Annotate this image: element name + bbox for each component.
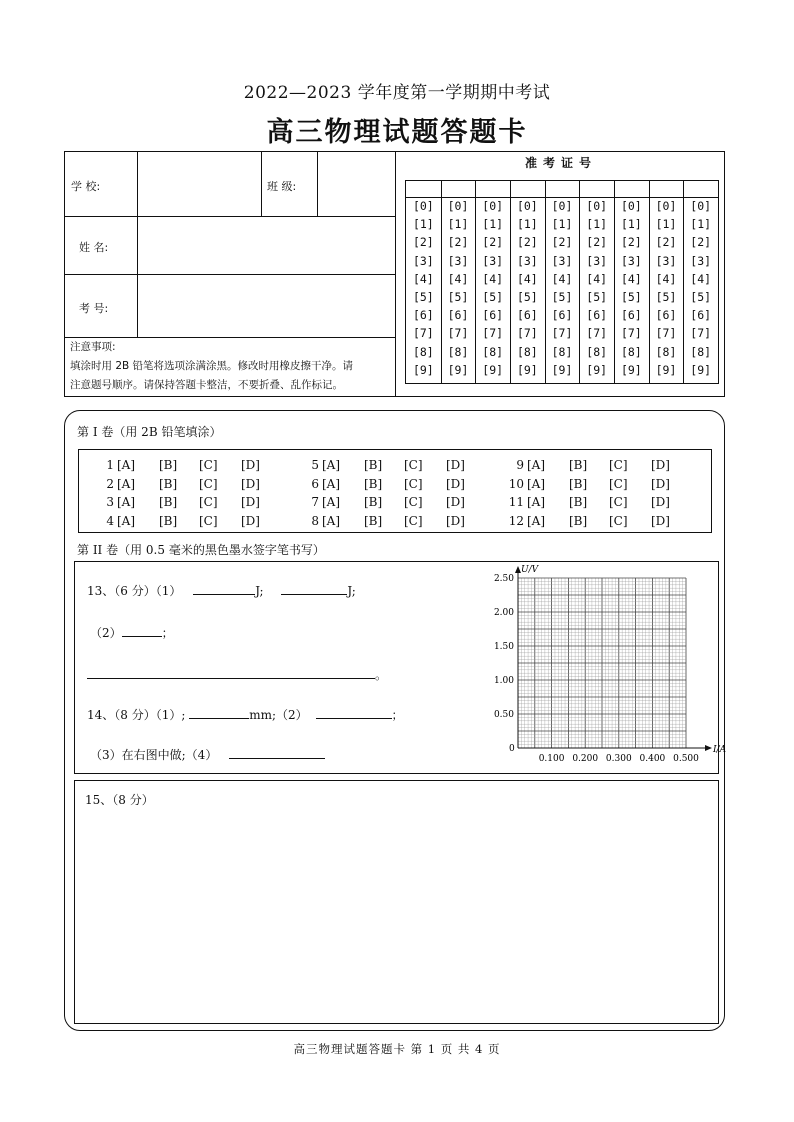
x-tick-label: 0.300 xyxy=(605,754,632,764)
admission-digit-bubble[interactable]: [3] xyxy=(551,253,573,268)
admission-digit-bubble[interactable]: [4] xyxy=(482,271,504,286)
admission-digit-bubble[interactable]: [7] xyxy=(655,326,677,341)
mc-row xyxy=(79,458,711,476)
admission-column xyxy=(510,181,545,383)
admission-digit-bubble[interactable]: [8] xyxy=(412,344,434,359)
admission-digit-bubble[interactable]: [2] xyxy=(551,235,573,250)
admission-digit-bubble[interactable]: [2] xyxy=(516,235,538,250)
mc-option-bubble[interactable]: [A] xyxy=(117,458,136,472)
mc-option-bubble[interactable]: [D] xyxy=(446,513,465,528)
mc-question-number: 1 xyxy=(106,458,114,472)
q14-blank-3[interactable] xyxy=(229,746,325,759)
admission-digit-bubble[interactable]: [8] xyxy=(586,344,608,359)
mc-option-bubble[interactable]: [D] xyxy=(446,458,465,472)
name-field[interactable] xyxy=(139,218,393,272)
admission-digit-bubble[interactable]: [6] xyxy=(655,308,677,323)
admission-digit-bubble[interactable]: [6] xyxy=(482,308,504,323)
admission-digit-bubble[interactable]: [4] xyxy=(551,271,573,286)
mc-question-number: 9 xyxy=(516,458,524,472)
admission-digit-bubble[interactable]: [2] xyxy=(620,235,642,250)
card-title: 高三物理试题答题卡 xyxy=(266,117,528,148)
q14-part34-label: （3）在右图中做;（4） xyxy=(90,748,218,762)
admission-digit-bubble[interactable]: [8] xyxy=(551,344,573,359)
mc-option-bubble[interactable]: [B] xyxy=(569,495,588,509)
admission-digit-bubble[interactable]: [0] xyxy=(655,199,677,213)
admission-digit-bubble[interactable]: [8] xyxy=(655,344,677,359)
multiple-choice-box xyxy=(78,449,712,533)
admission-digit-bubble[interactable]: [2] xyxy=(586,235,608,250)
mc-option-bubble[interactable]: [C] xyxy=(404,495,423,509)
q13-period: 。 xyxy=(375,668,388,682)
mc-question-number: 11 xyxy=(508,495,524,509)
mc-option-bubble[interactable]: [D] xyxy=(241,495,260,509)
admission-digit-bubble[interactable]: [5] xyxy=(482,290,504,304)
exam-no-label: 考 号: xyxy=(79,302,109,315)
admission-digit-bubble[interactable]: [7] xyxy=(412,326,434,341)
x-tick-label: 0.400 xyxy=(639,754,666,764)
admission-digit-bubble[interactable]: [8] xyxy=(620,344,642,359)
mc-option-bubble[interactable]: [B] xyxy=(159,458,178,472)
y-axis-label: U/V xyxy=(521,565,539,575)
mc-option-bubble[interactable]: [C] xyxy=(404,513,423,528)
mc-question-number: 7 xyxy=(311,495,319,509)
x-axis-label: I/A xyxy=(713,745,727,755)
admission-digit-bubble[interactable]: [6] xyxy=(586,308,608,323)
admission-digit-bubble[interactable]: [3] xyxy=(516,253,538,268)
mc-option-bubble[interactable]: [D] xyxy=(446,495,465,509)
admission-digit-bubble[interactable]: [0] xyxy=(551,199,573,213)
admission-digit-bubble[interactable]: [3] xyxy=(655,253,677,268)
admission-digit-bubble[interactable]: [9] xyxy=(551,362,573,377)
admission-digit-bubble[interactable]: [2] xyxy=(482,235,504,250)
mc-option-bubble[interactable]: [D] xyxy=(241,458,260,472)
mc-question-number: 3 xyxy=(106,495,114,509)
mc-option-bubble[interactable]: [A] xyxy=(322,476,341,491)
q15-box[interactable] xyxy=(74,780,719,1024)
q14-unit-mm: mm;（2） xyxy=(249,708,308,722)
x-tick-label: 0.200 xyxy=(572,754,599,764)
mc-option-bubble[interactable]: [C] xyxy=(609,513,628,528)
mc-option-bubble[interactable]: [B] xyxy=(159,495,178,509)
admission-digit-bubble[interactable]: [9] xyxy=(482,362,504,377)
admission-digit-bubble[interactable]: [0] xyxy=(690,199,712,213)
admission-digit-bubble[interactable]: [1] xyxy=(447,217,469,232)
mc-option-bubble[interactable]: [D] xyxy=(651,513,670,528)
admission-digit-bubble[interactable]: [9] xyxy=(655,362,677,377)
exam-title: 2022—2023 学年度第一学期期中考试 xyxy=(243,83,551,103)
admission-digit-bubble[interactable]: [4] xyxy=(412,271,434,286)
admission-digit-bubble[interactable]: [6] xyxy=(412,308,434,323)
mc-question-number: 8 xyxy=(311,513,319,528)
mc-question-number: 4 xyxy=(106,513,114,528)
admission-digit-bubble[interactable]: [6] xyxy=(551,308,573,323)
mc-option-bubble[interactable]: [B] xyxy=(364,495,383,509)
admission-digit-bubble[interactable]: [8] xyxy=(690,344,712,359)
x-axis-arrow-icon xyxy=(705,745,712,751)
admission-digit-bubble[interactable]: [4] xyxy=(516,271,538,286)
admission-digit-bubble[interactable]: [8] xyxy=(516,344,538,359)
admission-digit-bubble[interactable]: [9] xyxy=(516,362,538,377)
mc-question-number: 5 xyxy=(311,458,319,472)
admission-digit-bubble[interactable]: [5] xyxy=(690,290,712,304)
mc-row xyxy=(79,477,711,495)
mc-option-bubble[interactable]: [A] xyxy=(322,513,341,528)
name-label: 姓 名: xyxy=(79,241,109,254)
admission-digit-bubble[interactable]: [0] xyxy=(516,199,538,213)
admission-digit-bubble[interactable]: [7] xyxy=(586,326,608,341)
admission-digit-bubble[interactable]: [2] xyxy=(690,235,712,250)
mc-option-bubble[interactable]: [A] xyxy=(527,458,546,472)
admission-column xyxy=(649,181,684,383)
admission-digit-bubble[interactable]: [5] xyxy=(586,290,608,304)
admission-digit-bubble[interactable]: [9] xyxy=(620,362,642,377)
mc-option-bubble[interactable]: [B] xyxy=(569,476,588,491)
admission-digit-bubble[interactable]: [1] xyxy=(412,217,434,232)
mc-option-bubble[interactable]: [C] xyxy=(404,476,423,491)
q14-semicolon: ； xyxy=(391,708,404,722)
admission-digit-bubble[interactable]: [5] xyxy=(447,290,469,304)
mc-option-bubble[interactable]: [C] xyxy=(199,476,218,491)
q13-blank-1[interactable] xyxy=(193,582,255,595)
admission-digit-bubble[interactable]: [7] xyxy=(482,326,504,341)
admission-digit-bubble[interactable]: [6] xyxy=(516,308,538,323)
mc-option-bubble[interactable]: [C] xyxy=(609,495,628,509)
q13-semicolon: ； xyxy=(161,626,174,640)
admission-digit-bubble[interactable]: [0] xyxy=(620,199,642,213)
notice-title: 注意事项: xyxy=(70,341,116,353)
admission-digit-bubble[interactable]: [9] xyxy=(586,362,608,377)
part2-label: 第 II 卷（用 0.5 毫米的黑色墨水签字笔书写） xyxy=(77,543,325,557)
mc-option-bubble[interactable]: [D] xyxy=(241,513,260,528)
school-label: 学 校: xyxy=(71,180,101,193)
q13-part2-label: （2） xyxy=(90,626,122,640)
admission-digit-bubble[interactable]: [6] xyxy=(620,308,642,323)
admission-digit-bubble[interactable]: [5] xyxy=(412,290,434,304)
admission-digit-bubble[interactable]: [0] xyxy=(586,199,608,213)
mc-option-bubble[interactable]: [A] xyxy=(117,513,136,528)
admission-digit-bubble[interactable]: [3] xyxy=(412,253,434,268)
q13-q14-box xyxy=(74,561,727,774)
mc-row xyxy=(79,495,711,513)
admission-digit-bubble[interactable]: [2] xyxy=(412,235,434,250)
mc-option-bubble[interactable]: [C] xyxy=(609,458,628,472)
admission-digit-bubble[interactable]: [4] xyxy=(447,271,469,286)
admission-number-grid xyxy=(405,180,719,384)
class-label: 班 级: xyxy=(267,180,297,193)
admission-digit-bubble[interactable]: [7] xyxy=(551,326,573,341)
notice-line-1: 填涂时用 2B 铅笔将选项涂满涂黑。修改时用橡皮擦干净。请 xyxy=(70,360,354,372)
admission-digit-bubble[interactable]: [5] xyxy=(551,290,573,304)
mc-option-bubble[interactable]: [B] xyxy=(364,513,383,528)
y-tick-label: 1.50 xyxy=(493,642,514,652)
mc-option-bubble[interactable]: [D] xyxy=(241,476,260,491)
admission-title: 准考证号 xyxy=(524,156,597,170)
answer-area xyxy=(64,410,725,1031)
mc-option-bubble[interactable]: [A] xyxy=(322,495,341,509)
mc-option-bubble[interactable]: [C] xyxy=(199,458,218,472)
mc-row xyxy=(79,514,711,532)
q13-blank-4[interactable] xyxy=(87,666,375,679)
admission-digit-bubble[interactable]: [3] xyxy=(586,253,608,268)
admission-digit-bubble[interactable]: [6] xyxy=(690,308,712,323)
admission-column xyxy=(406,181,441,383)
admission-digit-bubble[interactable]: [3] xyxy=(447,253,469,268)
mc-option-bubble[interactable]: [A] xyxy=(527,495,546,509)
mc-option-bubble[interactable]: [B] xyxy=(159,513,178,528)
admission-column xyxy=(441,181,476,383)
admission-column xyxy=(545,181,580,383)
admission-digit-bubble[interactable]: [7] xyxy=(620,326,642,341)
admission-digit-bubble[interactable]: [4] xyxy=(655,271,677,286)
q13-unit-2: J; xyxy=(347,584,356,598)
mc-option-bubble[interactable]: [A] xyxy=(117,495,136,509)
q13-label: 13、（6 分）（1） xyxy=(87,584,182,598)
admission-column xyxy=(475,181,510,383)
admission-digit-bubble[interactable]: [5] xyxy=(516,290,538,304)
admission-digit-bubble[interactable]: [1] xyxy=(620,217,642,232)
admission-digit-bubble[interactable]: [1] xyxy=(690,217,712,232)
y-tick-label: 0.50 xyxy=(493,710,514,720)
x-tick-label: 0.500 xyxy=(673,754,699,764)
mc-question-number: 2 xyxy=(106,476,114,491)
admission-digit-bubble[interactable]: [8] xyxy=(482,344,504,359)
class-field[interactable] xyxy=(319,154,393,214)
admission-digit-bubble[interactable]: [9] xyxy=(690,362,712,377)
admission-digit-bubble[interactable]: [0] xyxy=(412,199,434,213)
q13-blank-2[interactable] xyxy=(281,582,347,595)
admission-column xyxy=(683,181,718,383)
q13-unit-1: J; xyxy=(255,584,264,598)
mc-question-number: 6 xyxy=(311,476,319,491)
admission-digit-bubble[interactable]: [4] xyxy=(620,271,642,286)
mc-question-number: 10 xyxy=(508,476,524,491)
mc-option-bubble[interactable]: [B] xyxy=(569,458,588,472)
admission-digit-bubble[interactable]: [1] xyxy=(516,217,538,232)
admission-column xyxy=(579,181,614,383)
admission-digit-bubble[interactable]: [3] xyxy=(620,253,642,268)
admission-digit-bubble[interactable]: [1] xyxy=(655,217,677,232)
q15-label: 15、（8 分） xyxy=(85,793,154,807)
q14-label: 14、（8 分）（1）; xyxy=(87,708,186,722)
admission-digit-bubble[interactable]: [9] xyxy=(412,362,434,377)
q14-blank-2[interactable] xyxy=(316,706,392,719)
admission-digit-bubble[interactable]: [1] xyxy=(551,217,573,232)
admission-digit-bubble[interactable]: [7] xyxy=(447,326,469,341)
mc-option-bubble[interactable]: [C] xyxy=(199,495,218,509)
mc-option-bubble[interactable]: [D] xyxy=(651,495,670,509)
page-footer: 高三物理试题答题卡 第 1 页 共 4 页 xyxy=(293,1042,501,1056)
admission-digit-bubble[interactable]: [1] xyxy=(586,217,608,232)
origin-label: 0 xyxy=(509,744,515,754)
mc-option-bubble[interactable]: [B] xyxy=(569,513,588,528)
q14-blank-1[interactable] xyxy=(189,706,249,719)
admission-digit-bubble[interactable]: [4] xyxy=(586,271,608,286)
mc-option-bubble[interactable]: [A] xyxy=(117,476,136,491)
mc-option-bubble[interactable]: [A] xyxy=(527,513,546,528)
mc-option-bubble[interactable]: [C] xyxy=(199,513,218,528)
u-i-graph[interactable] xyxy=(475,564,727,768)
admission-digit-bubble[interactable]: [3] xyxy=(482,253,504,268)
x-tick-label: 0.100 xyxy=(538,754,565,764)
admission-digit-bubble[interactable]: [4] xyxy=(690,271,712,286)
admission-digit-bubble[interactable]: [6] xyxy=(447,308,469,323)
y-tick-label: 2.00 xyxy=(493,608,514,618)
admission-digit-bubble[interactable]: [3] xyxy=(690,253,712,268)
mc-question-number: 12 xyxy=(508,513,524,528)
admission-digit-bubble[interactable]: [7] xyxy=(690,326,712,341)
admission-digit-bubble[interactable]: [1] xyxy=(482,217,504,232)
mc-option-bubble[interactable]: [A] xyxy=(322,458,341,472)
part1-label: 第 I 卷（用 2B 铅笔填涂） xyxy=(77,425,222,439)
admission-digit-bubble[interactable]: [2] xyxy=(447,235,469,250)
admission-digit-bubble[interactable]: [7] xyxy=(516,326,538,341)
mc-option-bubble[interactable]: [D] xyxy=(446,476,465,491)
admission-digit-bubble[interactable]: [5] xyxy=(620,290,642,304)
mc-option-bubble[interactable]: [B] xyxy=(159,476,178,491)
school-field[interactable] xyxy=(139,154,259,214)
y-tick-label: 1.00 xyxy=(493,676,514,686)
mc-option-bubble[interactable]: [C] xyxy=(404,458,423,472)
mc-option-bubble[interactable]: [D] xyxy=(651,458,670,472)
admission-digit-bubble[interactable]: [9] xyxy=(447,362,469,377)
y-tick-label: 2.50 xyxy=(493,574,514,584)
mc-option-bubble[interactable]: [C] xyxy=(609,476,628,491)
mc-option-bubble[interactable]: [B] xyxy=(364,476,383,491)
admission-digit-bubble[interactable]: [0] xyxy=(447,199,469,213)
admission-digit-bubble[interactable]: [8] xyxy=(447,344,469,359)
mc-option-bubble[interactable]: [D] xyxy=(651,476,670,491)
mc-option-bubble[interactable]: [A] xyxy=(527,476,546,491)
admission-column xyxy=(614,181,649,383)
notice-line-2: 注意题号顺序。请保持答题卡整洁，不要折叠、乱作标记。 xyxy=(70,379,343,391)
mc-option-bubble[interactable]: [B] xyxy=(364,458,383,472)
info-table xyxy=(64,151,725,397)
admission-digit-bubble[interactable]: [0] xyxy=(482,199,504,213)
q13-blank-3[interactable] xyxy=(122,624,162,637)
exam-no-field[interactable] xyxy=(139,276,393,335)
admission-digit-bubble[interactable]: [5] xyxy=(655,290,677,304)
admission-digit-bubble[interactable]: [2] xyxy=(655,235,677,250)
